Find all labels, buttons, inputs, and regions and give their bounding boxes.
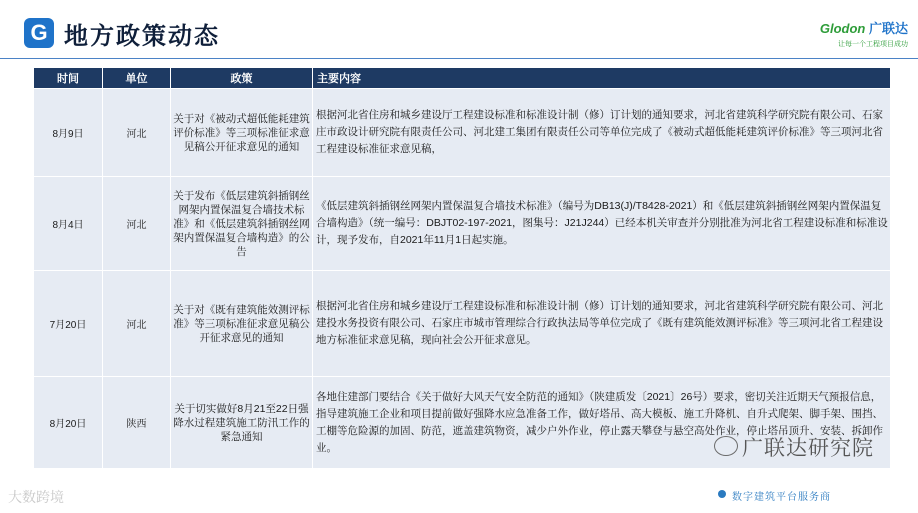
logo-icon: G <box>24 18 54 48</box>
brand-logo <box>820 18 908 49</box>
cell-unit: 陕西 <box>103 377 171 469</box>
header-divider <box>0 58 918 59</box>
cell-content: 根据河北省住房和城乡建设厅工程建设标准和标准设计制（修）订计划的通知要求，河北省建筑科学研究院有限公司、河北建投水务投资有限公司、石家庄市城市管理综合行政执法局等单位完成了《既有建筑能效测评标准》等三项河北省工程建设地方标准征求意见稿，现向社会公开征求意见。 <box>313 271 891 377</box>
watermark-wechat-name: 广联达研究院 <box>742 437 874 460</box>
cell-date: 7月20日 <box>34 271 103 377</box>
table-row <box>34 177 891 271</box>
cell-policy: 关于对《既有建筑能效测评标准》等三项标准征求意见稿公开征求意见的通知 <box>171 271 313 377</box>
brand-cn: 广联达 <box>868 21 908 36</box>
cell-content: 各地住建部门要结合《关于做好大风天气安全防范的通知》（陕建质发〔2021〕26号）要求，密切关注近期天气预报信息，指导建筑施工企业和项目提前做好强降水应急准备工作，做好塔吊、高大模板、施工升降机、自升式爬架、脚手架、围挡、工棚等危险源的加固、防范，遮盖建筑物资，减少户外作业，停止露天攀登与悬空高处作业，停止塔吊顶升、安装、拆卸作业。 <box>313 377 891 469</box>
cell-date: 8月9日 <box>34 89 103 177</box>
cell-unit: 河北 <box>103 89 171 177</box>
dot-icon <box>718 490 726 498</box>
cell-policy: 关于切实做好8月21至22日强降水过程建筑施工防汛工作的紧急通知 <box>171 377 313 469</box>
col-header-time: 时间 <box>34 68 103 89</box>
page-title: 地方政策动态 <box>64 23 220 50</box>
col-header-unit: 单位 <box>103 68 171 89</box>
cell-date: 8月4日 <box>34 177 103 271</box>
table-header-row <box>34 68 891 89</box>
watermark-subtitle: 数字建筑平台服务商 <box>732 492 831 503</box>
table-row <box>34 271 891 377</box>
brand-en: Glodon <box>819 21 866 36</box>
col-header-content: 主要内容 <box>313 68 891 89</box>
cell-policy: 关于对《被动式超低能耗建筑评价标准》等三项标准征求意见稿公开征求意见的通知 <box>171 89 313 177</box>
col-header-policy: 政策 <box>171 68 313 89</box>
cell-policy: 关于发布《低层建筑斜插钢丝网架内置保温复合墙技术标准》和《低层建筑斜插钢丝网架内置保温复合墙构造》的公告 <box>171 177 313 271</box>
cell-unit: 河北 <box>103 177 171 271</box>
cell-date: 8月20日 <box>34 377 103 469</box>
policy-table <box>33 67 891 469</box>
table-row <box>34 89 891 177</box>
cell-content: 《低层建筑斜插钢丝网架内置保温复合墙技术标准》（编号为DB13(J)/T8428-2021）和《低层建筑斜插钢丝网架内置保温复合墙构造》（统一编号：DBJT02-197-2021，图集号：J21J244）已经本机关审查并分别批准为河北省工程建设标准和标准设计，现予发布，自2021年11月1日起实施。 <box>313 177 891 271</box>
corner-watermark: 大数跨境 <box>8 489 64 505</box>
cell-content: 根据河北省住房和城乡建设厅工程建设标准和标准设计制（修）订计划的通知要求，河北省建筑科学研究院有限公司、石家庄市政设计研究院有限责任公司、河北建工集团有限责任公司等单位完成了《被动式超低能耗建筑评价标准》等三项河北省工程建设标准征求意见稿， <box>313 89 891 177</box>
brand-slogan: 让每一个工程项目成功 <box>838 41 908 48</box>
cell-unit: 河北 <box>103 271 171 377</box>
wechat-icon <box>714 436 738 456</box>
